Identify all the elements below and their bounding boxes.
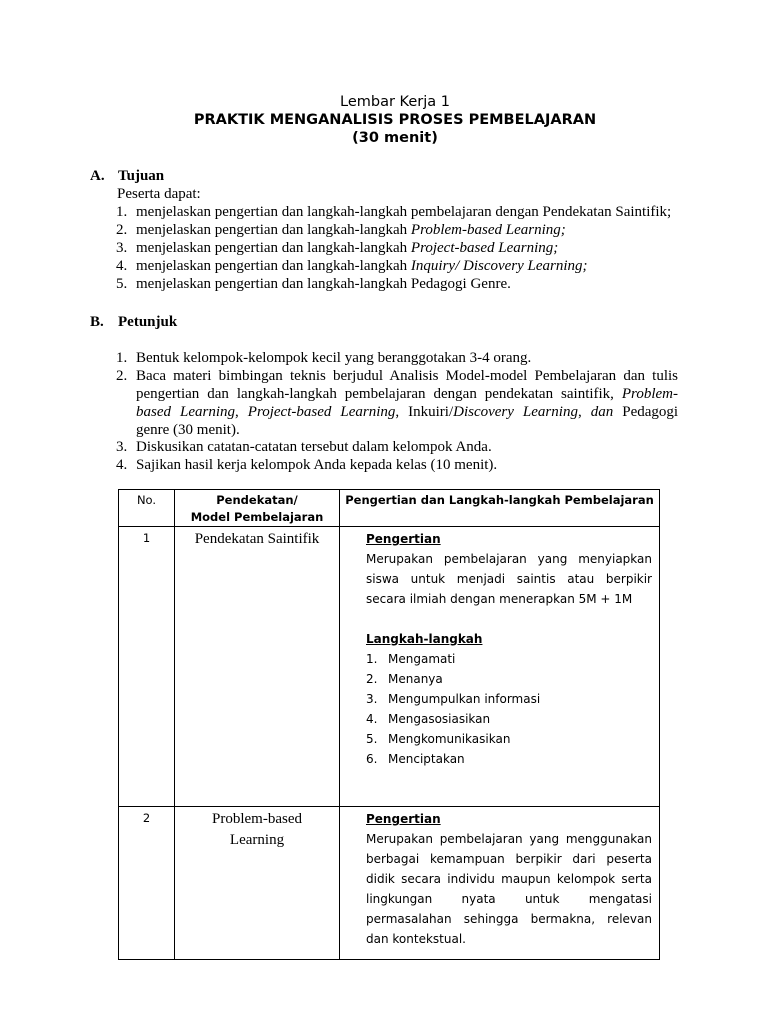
- list-item: 5. menjelaskan pengertian dan langkah-langkah Pedagogi Genre.: [116, 276, 511, 292]
- worksheet-duration: (30 menit): [352, 130, 438, 146]
- pengertian-heading: Pengertian: [366, 812, 441, 826]
- list-item: 3. menjelaskan pengertian dan langkah-langkah Project-based Learning;: [116, 240, 559, 256]
- steps-list: [366, 649, 652, 769]
- model-table: [118, 489, 660, 960]
- row-model: Pendekatan Saintifik: [175, 527, 340, 807]
- list-item: 3. Mengumpulkan informasi: [366, 692, 541, 706]
- section-a-letter: A.: [90, 168, 105, 184]
- worksheet-subtitle: PRAKTIK MENGANALISIS PROSES PEMBELAJARAN: [193, 112, 597, 128]
- row-description: [340, 807, 660, 960]
- section-b-heading: [90, 313, 177, 331]
- list-item: 2. Baca materi bimbingan teknis berjudul Analisis Model-model Pembelajaran dan tulis pengertian dan langkah-langkah pembelajaran dengan pendekatan saintifik, Problem-based Learning, Project-based Learning, Inkuiri/Discovery Learning, dan Pedagogi genre (30 menit).: [116, 368, 679, 438]
- list-item: 5. Mengkomunikasikan: [366, 732, 511, 746]
- list-item: 4. Sajikan hasil kerja kelompok Anda kepada kelas (10 menit).: [116, 457, 498, 473]
- table-row: [119, 807, 660, 960]
- row-description: [340, 527, 660, 807]
- section-a-heading: [90, 167, 164, 185]
- list-item: 1. Bentuk kelompok-kelompok kecil yang beranggotakan 3-4 orang.: [116, 350, 532, 366]
- row-number: 2: [119, 807, 175, 960]
- section-b-letter: B.: [90, 314, 104, 330]
- worksheet-title: Lembar Kerja 1: [340, 94, 450, 110]
- row-model: Problem-based Learning: [175, 807, 340, 960]
- list-item: 1. menjelaskan pengertian dan langkah-langkah pembelajaran dengan Pendekatan Saintifik;: [116, 204, 672, 220]
- list-item: 4. Mengasosiasikan: [366, 712, 491, 726]
- section-b-title: Petunjuk: [118, 314, 178, 330]
- langkah-heading: Langkah-langkah: [366, 632, 483, 646]
- pengertian-heading: Pengertian: [366, 532, 441, 546]
- list-item: 4. menjelaskan pengertian dan langkah-langkah Inquiry/ Discovery Learning;: [116, 258, 588, 274]
- section-a-intro: Peserta dapat:: [117, 186, 201, 202]
- list-item: 2. Menanya: [366, 672, 443, 686]
- header-description: Pengertian dan Langkah-langkah Pembelajaran: [340, 490, 660, 527]
- table-header-row: [119, 490, 660, 527]
- header-no: No.: [119, 490, 175, 527]
- section-a-title: Tujuan: [118, 168, 165, 184]
- header-model: Pendekatan/ Model Pembelajaran: [175, 490, 340, 527]
- list-item: 6. Menciptakan: [366, 752, 465, 766]
- pengertian-text: Merupakan pembelajaran yang menyiapkan siswa untuk menjadi saintis atau berpikir secara ilmiah dengan menerapkan 5M + 1M: [366, 552, 652, 606]
- row-number: 1: [119, 527, 175, 807]
- table-row: [119, 527, 660, 807]
- pengertian-text: Merupakan pembelajaran yang menggunakan berbagai kemampuan berpikir dari peserta didik secara individu maupun kelompok serta lingkungan nyata untuk mengatasi permasalahan sehingga bermakna, relevan dan kontekstual.: [366, 832, 652, 946]
- list-item: 3. Diskusikan catatan-catatan tersebut dalam kelompok Anda.: [116, 439, 492, 455]
- list-item: 1. Mengamati: [366, 652, 456, 666]
- list-item: 2. menjelaskan pengertian dan langkah-langkah Problem-based Learning;: [116, 222, 566, 238]
